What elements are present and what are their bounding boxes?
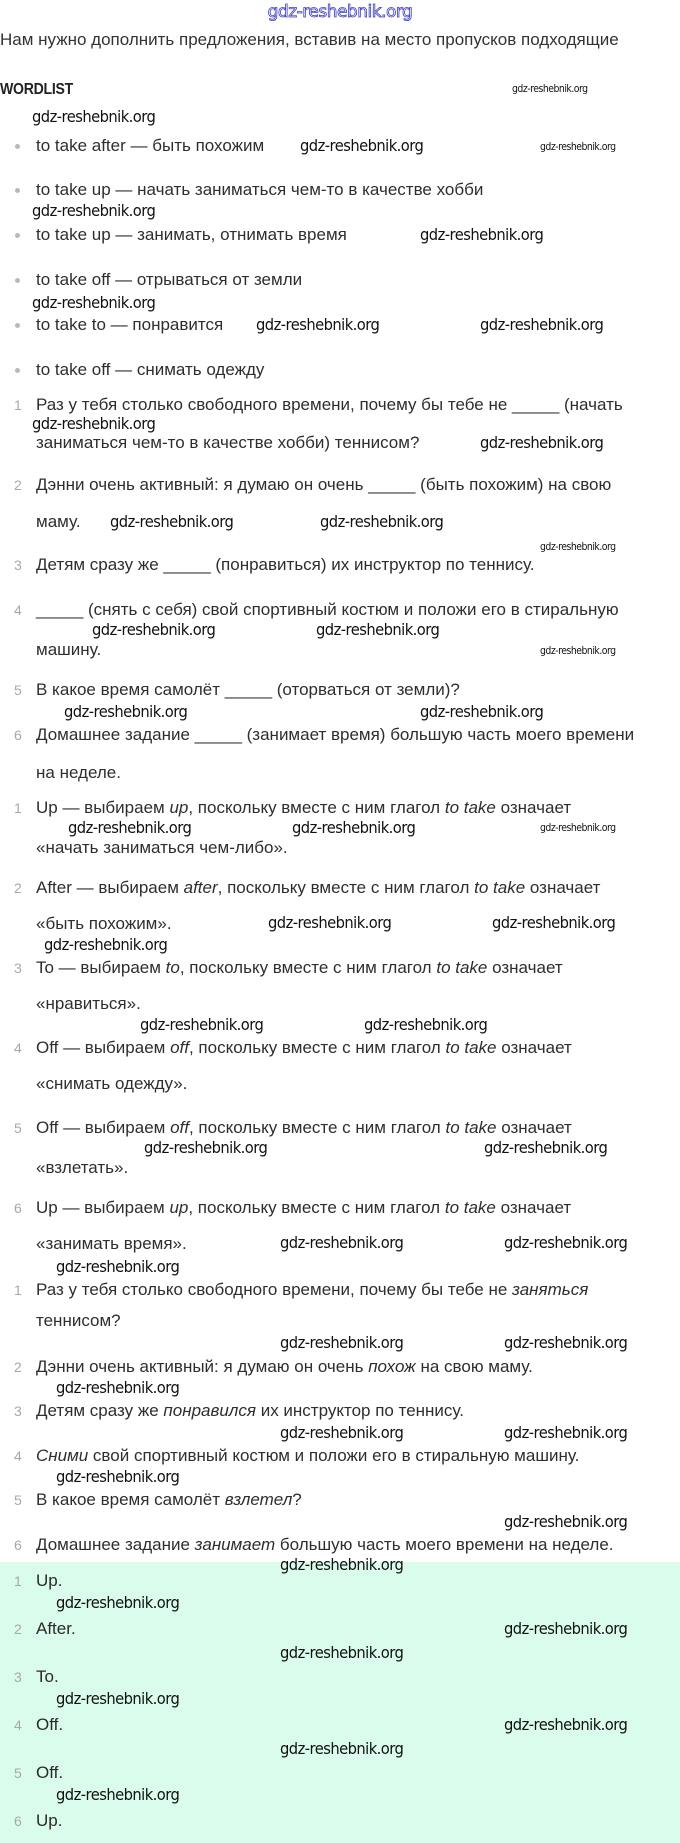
- translation-item: [0, 1357, 533, 1377]
- answer-item: [0, 1571, 62, 1591]
- exercise-item: [0, 600, 619, 620]
- watermark: gdz-reshebnik.org: [44, 935, 168, 954]
- item-number: 6: [14, 1813, 22, 1829]
- meaning-quote: «снимать одежду».: [36, 1074, 188, 1093]
- watermark: gdz-reshebnik.org: [56, 1689, 180, 1708]
- phrase: to take up: [36, 225, 111, 244]
- answer-text: Off.: [36, 1763, 64, 1782]
- watermark: gdz-reshebnik.org: [504, 1423, 628, 1442]
- explanation-item-cont: [0, 994, 141, 1014]
- bullet-icon: [15, 144, 20, 149]
- bullet-icon: [15, 188, 20, 193]
- wordlist-item: [0, 315, 223, 335]
- meaning-quote: «занимать время».: [36, 1234, 187, 1253]
- answer-word: взлетел: [224, 1490, 293, 1509]
- item-number: 3: [14, 1669, 22, 1685]
- watermark: gdz-reshebnik.org: [540, 140, 616, 153]
- watermark: gdz-reshebnik.org: [480, 315, 604, 334]
- watermark: gdz-reshebnik.org: [280, 1423, 404, 1442]
- item-number: 4: [14, 1717, 22, 1733]
- watermark: gdz-reshebnik.org: [480, 433, 604, 452]
- explanation-item: [0, 878, 600, 898]
- explanation-item-cont: [0, 1234, 187, 1254]
- translation-item: [0, 1446, 579, 1466]
- translation-post: большую часть моего времени на неделе.: [275, 1535, 614, 1554]
- chosen-word: to: [165, 958, 180, 977]
- explanation-mid: , поскольку вместе с ним глагол: [188, 1038, 446, 1057]
- meaning: понравится: [132, 315, 224, 334]
- watermark: gdz-reshebnik.org: [504, 1333, 628, 1352]
- wordlist-item: [0, 136, 264, 156]
- wordlist-item: [0, 225, 347, 245]
- translation-pre: Домашнее задание: [36, 1535, 195, 1554]
- item-number: 5: [14, 1120, 22, 1136]
- sentence-line: Домашнее задание _____ (занимает время) большую часть моего времени: [36, 725, 635, 744]
- sentence-line: _____ (снять с себя) свой спортивный костюм и положи его в стиральную: [36, 600, 619, 619]
- watermark: gdz-reshebnik.org: [292, 818, 416, 837]
- exercise-item: [0, 395, 623, 415]
- translation-post: ?: [292, 1490, 302, 1509]
- bullet-icon: [15, 233, 20, 238]
- explanation-tail: означает: [496, 1038, 572, 1057]
- sentence-line: маму.: [36, 512, 81, 531]
- phrase: to take off: [36, 270, 111, 289]
- item-number: 5: [14, 1765, 22, 1781]
- wordlist-title: WORDLIST: [0, 81, 73, 98]
- translation-post: их инструктор по теннису.: [255, 1401, 464, 1420]
- translation-item-cont: [0, 1311, 121, 1331]
- explanation-head: Up — выбираем: [36, 1198, 170, 1217]
- sentence-line: Раз у тебя столько свободного времени, почему бы тебе не _____ (начать: [36, 395, 623, 414]
- explanation-tail: означает: [525, 878, 601, 897]
- watermark: gdz-reshebnik.org: [300, 136, 424, 155]
- answer-text: After.: [36, 1619, 76, 1638]
- explanation-item-cont: [0, 1074, 187, 1094]
- explanation-item: [0, 1198, 571, 1218]
- chosen-word: off: [170, 1038, 189, 1057]
- translation-pre: Детям сразу же: [36, 1401, 164, 1420]
- watermark: gdz-reshebnik.org: [56, 1467, 180, 1486]
- chosen-word: up: [169, 798, 189, 817]
- item-number: 1: [14, 1573, 22, 1589]
- chosen-word: after: [183, 878, 218, 897]
- answer-item: [0, 1667, 59, 1687]
- answer-text: Off.: [36, 1715, 64, 1734]
- watermark: gdz-reshebnik.org: [64, 702, 188, 721]
- bullet-icon: [15, 278, 20, 283]
- exercise-item-cont: [0, 640, 101, 660]
- explanation-item-cont: [0, 1158, 128, 1178]
- watermark: gdz-reshebnik.org: [110, 512, 234, 531]
- answer-item: [0, 1763, 63, 1783]
- watermark: gdz-reshebnik.org: [68, 818, 192, 837]
- wordlist-item: [0, 180, 483, 200]
- exercise-item-cont: [0, 433, 419, 453]
- answer-item: [0, 1619, 76, 1639]
- explanation-head: To — выбираем: [36, 958, 166, 977]
- dash: —: [115, 360, 133, 379]
- watermark: gdz-reshebnik.org: [56, 1593, 180, 1612]
- phrase: to take up: [36, 180, 111, 199]
- explanation-tail: означает: [495, 1198, 572, 1217]
- wordlist-item: [0, 360, 264, 380]
- translation-pre: Раз у тебя столько свободного времени, почему бы тебе не: [36, 1280, 513, 1299]
- exercise-item-cont: [0, 512, 81, 532]
- explanation-mid: , поскольку вместе с ним глагол: [217, 878, 475, 897]
- bullet-icon: [15, 368, 20, 373]
- meaning-quote: «нравиться».: [36, 994, 141, 1013]
- meaning-quote: «взлетать».: [36, 1158, 129, 1177]
- sentence-line: В какое время самолёт _____ (оторваться от земли)?: [36, 680, 460, 699]
- watermark: gdz-reshebnik.org: [420, 702, 544, 721]
- dash: —: [115, 180, 133, 199]
- watermark: gdz-reshebnik.org: [56, 1378, 180, 1397]
- item-number: 2: [14, 880, 22, 896]
- answer-word: понравился: [163, 1401, 256, 1420]
- watermark: gdz-reshebnik.org: [540, 644, 616, 657]
- explanation-item: [0, 798, 571, 818]
- explanation-item: [0, 1118, 572, 1138]
- watermark: gdz-reshebnik.org: [364, 1015, 488, 1034]
- dash: —: [130, 136, 148, 155]
- chosen-word: off: [170, 1118, 189, 1137]
- answer-item: [0, 1811, 62, 1831]
- watermark: gdz-reshebnik.org: [280, 1739, 404, 1758]
- sentence-line: Детям сразу же _____ (понравиться) их инструктор по теннису.: [36, 555, 535, 574]
- watermark: gdz-reshebnik.org: [420, 225, 544, 244]
- dash: —: [115, 270, 133, 289]
- item-number: 1: [14, 397, 22, 413]
- verb: to take: [445, 1038, 497, 1057]
- phrase: to take after: [36, 136, 126, 155]
- watermark: gdz-reshebnik.org: [540, 540, 616, 553]
- verb: to take: [474, 878, 526, 897]
- meaning: начать заниматься чем-то в качестве хобби: [137, 180, 484, 199]
- watermark: gdz-reshebnik.org: [32, 201, 156, 220]
- item-number: 2: [14, 1359, 22, 1375]
- watermark: gdz-reshebnik.org: [32, 107, 156, 126]
- answer-word: занимает: [194, 1535, 276, 1554]
- answer-word: Сними: [36, 1446, 89, 1465]
- answer-text: To.: [36, 1667, 59, 1686]
- verb: to take: [445, 1118, 497, 1137]
- sentence-line: заниматься чем-то в качестве хобби) теннисом?: [36, 433, 420, 452]
- explanation-item: [0, 1038, 572, 1058]
- translation-item: [0, 1280, 588, 1300]
- phrase: to take to: [36, 315, 106, 334]
- sentence-line: машину.: [36, 640, 102, 659]
- meaning: быть похожим: [152, 136, 265, 155]
- item-number: 6: [14, 1537, 22, 1553]
- item-number: 6: [14, 727, 22, 743]
- verb: to take: [444, 798, 496, 817]
- watermark: gdz-reshebnik.org: [280, 1333, 404, 1352]
- watermark: gdz-reshebnik.org: [92, 620, 216, 639]
- item-number: 2: [14, 477, 22, 493]
- item-number: 5: [14, 1492, 22, 1508]
- watermark: gdz-reshebnik.org: [484, 1138, 608, 1157]
- item-number: 6: [14, 1200, 22, 1216]
- explanation-head: After — выбираем: [36, 878, 184, 897]
- watermark: gdz-reshebnik.org: [56, 1257, 180, 1276]
- explanation-mid: , поскольку вместе с ним глагол: [179, 958, 437, 977]
- answer-word: заняться: [512, 1280, 589, 1299]
- wordlist-item: [0, 270, 302, 290]
- bullet-icon: [15, 323, 20, 328]
- explanation-item: [0, 958, 563, 978]
- answer-text: Up.: [36, 1571, 63, 1590]
- explanation-tail: означает: [487, 958, 563, 977]
- watermark: gdz-reshebnik.org: [316, 620, 440, 639]
- translation-line: теннисом?: [36, 1311, 121, 1330]
- meaning: занимать, отнимать время: [137, 225, 347, 244]
- phrase: to take off: [36, 360, 111, 379]
- explanation-head: Off — выбираем: [36, 1118, 171, 1137]
- watermark: gdz-reshebnik.org: [504, 1619, 628, 1638]
- header-watermark: gdz-reshebnik.org: [267, 2, 413, 22]
- explanation-mid: , поскольку вместе с ним глагол: [188, 1198, 445, 1217]
- dash: —: [115, 225, 133, 244]
- watermark: gdz-reshebnik.org: [268, 913, 392, 932]
- explanation-head: Off — выбираем: [36, 1038, 171, 1057]
- sentence-line: на неделе.: [36, 763, 121, 782]
- watermark: gdz-reshebnik.org: [504, 1512, 628, 1531]
- verb: to take: [436, 958, 488, 977]
- explanation-tail: означает: [495, 798, 572, 817]
- answer-item: [0, 1715, 63, 1735]
- item-number: 1: [14, 1282, 22, 1298]
- watermark: gdz-reshebnik.org: [32, 414, 156, 433]
- chosen-word: up: [169, 1198, 189, 1217]
- watermark: gdz-reshebnik.org: [540, 821, 616, 834]
- exercise-item: [0, 555, 535, 575]
- item-number: 4: [14, 1448, 22, 1464]
- watermark: gdz-reshebnik.org: [280, 1555, 404, 1574]
- translation-item: [0, 1535, 614, 1555]
- translation-post: на свою маму.: [415, 1357, 533, 1376]
- verb: to take: [444, 1198, 496, 1217]
- item-number: 4: [14, 602, 22, 618]
- translation-post: свой спортивный костюм и положи его в стиральную машину.: [88, 1446, 580, 1465]
- watermark: gdz-reshebnik.org: [320, 512, 444, 531]
- translation-item: [0, 1401, 464, 1421]
- answer-word: похож: [368, 1357, 416, 1376]
- item-number: 3: [14, 960, 22, 976]
- watermark: gdz-reshebnik.org: [492, 913, 616, 932]
- translation-pre: В какое время самолёт: [36, 1490, 225, 1509]
- exercise-item-cont: [0, 763, 121, 783]
- explanation-head: Up — выбираем: [36, 798, 170, 817]
- item-number: 3: [14, 557, 22, 573]
- watermark: gdz-reshebnik.org: [32, 293, 156, 312]
- watermark: gdz-reshebnik.org: [56, 1785, 180, 1804]
- answer-text: Up.: [36, 1811, 63, 1830]
- exercise-item: [0, 475, 611, 495]
- intro-text: Нам нужно дополнить предложения, вставив на место пропусков подходящие: [0, 30, 619, 49]
- item-number: 5: [14, 682, 22, 698]
- item-number: 1: [14, 800, 22, 816]
- translation-pre: Дэнни очень активный: я думаю он очень: [36, 1357, 369, 1376]
- explanation-item-cont: [0, 838, 288, 858]
- item-number: 2: [14, 1621, 22, 1637]
- watermark: gdz-reshebnik.org: [280, 1233, 404, 1252]
- watermark: gdz-reshebnik.org: [256, 315, 380, 334]
- meaning: отрываться от земли: [136, 270, 303, 289]
- meaning-quote: «начать заниматься чем-либо».: [36, 838, 288, 857]
- explanation-item-cont: [0, 914, 172, 934]
- dash: —: [110, 315, 128, 334]
- explanation-mid: , поскольку вместе с ним глагол: [188, 1118, 446, 1137]
- exercise-item: [0, 725, 634, 745]
- watermark: gdz-reshebnik.org: [144, 1138, 268, 1157]
- meaning-quote: «быть похожим».: [36, 914, 172, 933]
- explanation-tail: означает: [496, 1118, 572, 1137]
- watermark: gdz-reshebnik.org: [504, 1715, 628, 1734]
- watermark: gdz-reshebnik.org: [280, 1643, 404, 1662]
- watermark: gdz-reshebnik.org: [504, 1233, 628, 1252]
- sentence-line: Дэнни очень активный: я думаю он очень _____ (быть похожим) на свою: [36, 475, 612, 494]
- explanation-mid: , поскольку вместе с ним глагол: [188, 798, 445, 817]
- meaning: снимать одежду: [136, 360, 265, 379]
- item-number: 4: [14, 1040, 22, 1056]
- watermark: gdz-reshebnik.org: [140, 1015, 264, 1034]
- exercise-item: [0, 680, 460, 700]
- watermark: gdz-reshebnik.org: [512, 82, 588, 95]
- translation-item: [0, 1490, 302, 1510]
- item-number: 3: [14, 1403, 22, 1419]
